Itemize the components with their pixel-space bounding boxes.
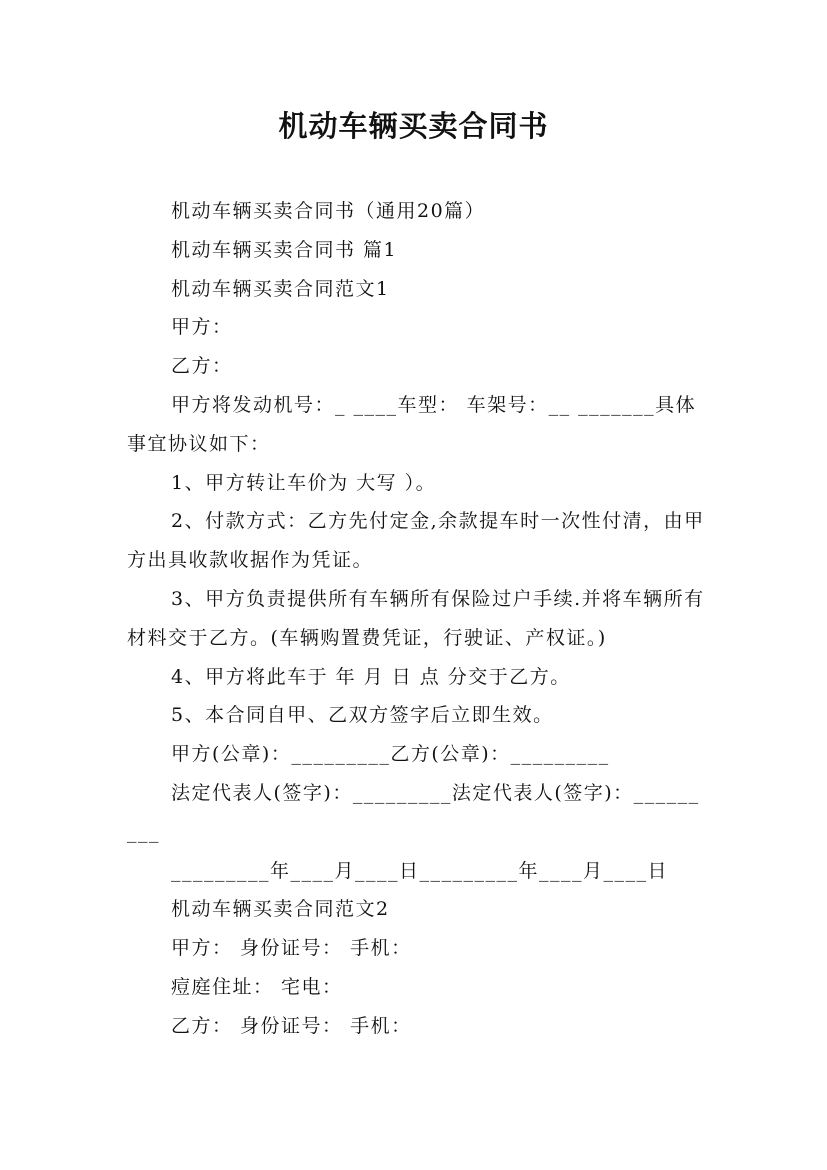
paragraph-clause-2: 2、付款方式：乙方先付定金,余款提车时一次性付清，由甲方出具收款收据作为凭证。 [127, 510, 705, 572]
paragraph-clause-5: 5、本合同自甲、乙双方签字后立即生效。 [171, 704, 554, 727]
paragraph-subtitle: 机动车辆买卖合同书（通用20篇） [171, 200, 486, 222]
paragraph-party-a: 甲方： [171, 316, 233, 339]
paragraph-party-b: 乙方： [171, 355, 233, 378]
paragraph-section-heading: 机动车辆买卖合同书 篇1 [171, 238, 398, 261]
paragraph-clause-1: 1、甲方转让车价为 大写 ）。 [171, 471, 437, 494]
paragraph-sample-2-heading: 机动车辆买卖合同范文2 [171, 898, 390, 921]
paragraph-party-b-id: 乙方： 身份证号： 手机： [171, 1014, 412, 1037]
document-title: 机动车辆买卖合同书 [278, 109, 549, 143]
paragraph-sample-heading: 机动车辆买卖合同范文1 [171, 277, 390, 300]
paragraph-seals: 甲方(公章)：_________乙方(公章)：_________ [171, 743, 610, 766]
paragraph-clause-4: 4、甲方将此车于 年 月 日 点 分交于乙方。 [171, 665, 571, 688]
paragraph-signatures: 法定代表人(签字)：_________法定代表人(签字)：_________ [127, 781, 700, 843]
paragraph-dates: _________年____月____日_________年____月____日 [171, 859, 669, 882]
paragraph-home-address: 痘庭住址： 宅电： [171, 975, 343, 998]
document-body [127, 192, 709, 1046]
paragraph-clause-3: 3、甲方负责提供所有车辆所有保险过户手续.并将车辆所有材料交于乙方。(车辆购置费凭证，行驶证、产权证。) [127, 587, 705, 649]
paragraph-party-a-id: 甲方： 身份证号： 手机： [171, 937, 412, 960]
paragraph-vehicle-info: 甲方将发动机号：_ ____车型： 车架号：__ _______具体事宜协议如下： [127, 393, 697, 455]
